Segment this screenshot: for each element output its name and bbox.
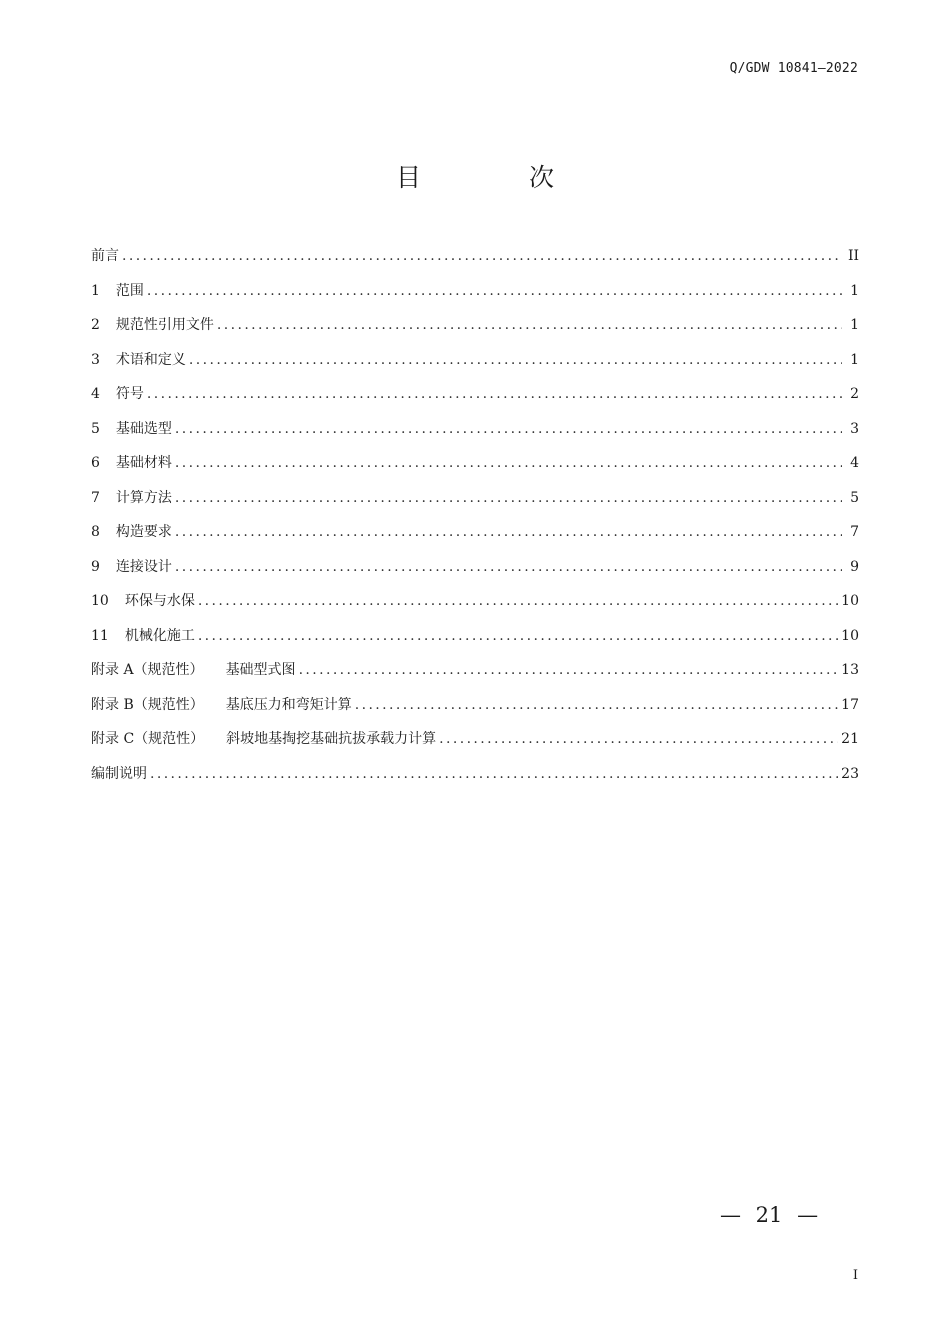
page-number-stamp: — 21 — bbox=[720, 1203, 819, 1227]
toc-entry-number: 6 bbox=[91, 455, 100, 471]
toc-entry-text: 基础材料 bbox=[115, 455, 172, 471]
toc-entry-page: 1 bbox=[850, 351, 859, 368]
toc-entry-label bbox=[91, 518, 172, 546]
page-title: 目 次 bbox=[396, 163, 604, 192]
dot-leader bbox=[150, 760, 838, 788]
dot-leader bbox=[175, 553, 842, 581]
toc-entry-number: 附录 C（规范性） bbox=[91, 731, 205, 747]
toc-entry-number: 9 bbox=[91, 558, 100, 575]
toc-entry-appendix-a[interactable] bbox=[91, 656, 859, 691]
toc-entry-page: 3 bbox=[850, 420, 859, 437]
toc-entry-page: 10 bbox=[841, 627, 859, 644]
toc-entry-page: II bbox=[847, 248, 859, 264]
toc-entry-text: 符号 bbox=[115, 386, 144, 402]
toc-entry-text: 环保与水保 bbox=[124, 593, 195, 609]
dot-leader bbox=[147, 277, 842, 305]
toc-entry-number: 11 bbox=[91, 627, 109, 644]
toc-entry-6[interactable] bbox=[91, 449, 859, 484]
toc-entry-page: 13 bbox=[841, 662, 859, 678]
dot-leader bbox=[189, 346, 842, 374]
toc-entry-label bbox=[91, 449, 172, 477]
dot-leader bbox=[439, 725, 838, 753]
toc-entry-number: 5 bbox=[91, 420, 100, 437]
toc-entry-label bbox=[91, 484, 172, 512]
dot-leader bbox=[175, 484, 842, 512]
toc-entry-appendix-c[interactable] bbox=[91, 725, 859, 760]
toc-entry-page: 10 bbox=[841, 593, 859, 609]
toc-entry-page: 2 bbox=[850, 386, 859, 402]
dot-leader bbox=[299, 656, 839, 684]
toc-entry-number: 附录 B（规范性） bbox=[91, 696, 204, 713]
dot-leader bbox=[175, 415, 842, 443]
toc-entry-number: 10 bbox=[91, 593, 109, 609]
toc-entry-5[interactable] bbox=[91, 415, 859, 450]
toc-entry-page: 4 bbox=[850, 455, 859, 471]
toc-entry-text: 计算方法 bbox=[115, 489, 172, 506]
toc-entry-11[interactable] bbox=[91, 622, 859, 657]
toc-entry-3[interactable] bbox=[91, 346, 859, 381]
toc-entry-appendix-b[interactable] bbox=[91, 691, 859, 726]
toc-entry-1[interactable] bbox=[91, 277, 859, 312]
toc-entry-label bbox=[91, 725, 436, 753]
toc-entry-label bbox=[91, 656, 296, 684]
toc-entry-page: 9 bbox=[850, 558, 859, 575]
toc-entry-text: 基底压力和弯矩计算 bbox=[225, 696, 352, 713]
toc-entry-page: 1 bbox=[850, 317, 859, 333]
toc-entry-page: 7 bbox=[850, 524, 859, 540]
toc-entry-number: 附录 A（规范性） bbox=[91, 662, 204, 678]
dot-leader bbox=[198, 587, 838, 615]
toc-entry-number: 2 bbox=[91, 317, 100, 333]
toc-entry-page: 17 bbox=[841, 696, 859, 713]
toc-entry-8[interactable] bbox=[91, 518, 859, 553]
toc-entry-label: 编制说明 bbox=[91, 765, 147, 782]
toc-entry-9[interactable] bbox=[91, 553, 859, 588]
toc-entry-label bbox=[91, 415, 172, 443]
page-number: I bbox=[852, 1268, 858, 1283]
table-of-contents bbox=[91, 242, 859, 794]
toc-entry-text: 术语和定义 bbox=[115, 351, 186, 368]
toc-entry-page: 5 bbox=[850, 489, 859, 506]
toc-entry-label bbox=[91, 691, 352, 719]
toc-entry-text: 机械化施工 bbox=[124, 627, 195, 644]
toc-entry-label bbox=[91, 553, 172, 581]
toc-entry-text: 连接设计 bbox=[115, 558, 172, 575]
dot-leader bbox=[198, 622, 838, 650]
toc-entry-label bbox=[91, 622, 195, 650]
toc-entry-label: 前言 bbox=[91, 248, 119, 264]
toc-entry-page: 21 bbox=[841, 731, 859, 747]
toc-entry-text: 基础选型 bbox=[115, 420, 172, 437]
toc-entry-7[interactable] bbox=[91, 484, 859, 519]
dot-leader bbox=[355, 691, 838, 719]
toc-entry-label bbox=[91, 346, 186, 374]
document-code: Q/GDW 10841—2022 bbox=[729, 61, 858, 76]
toc-entry-number: 4 bbox=[91, 386, 100, 402]
toc-entry-label bbox=[91, 311, 214, 339]
toc-entry-text: 斜坡地基掏挖基础抗拔承载力计算 bbox=[226, 731, 437, 747]
toc-entry-text: 范围 bbox=[115, 282, 144, 299]
dot-leader bbox=[122, 242, 842, 270]
toc-entry-number: 8 bbox=[91, 524, 100, 540]
toc-entry-number: 7 bbox=[91, 489, 100, 506]
dot-leader bbox=[147, 380, 842, 408]
toc-entry-text: 规范性引用文件 bbox=[115, 317, 214, 333]
toc-entry-compilation-notes[interactable] bbox=[91, 760, 859, 795]
toc-entry-text: 基础型式图 bbox=[225, 662, 296, 678]
toc-entry-page: 23 bbox=[841, 765, 859, 782]
toc-entry-4[interactable] bbox=[91, 380, 859, 415]
dot-leader bbox=[217, 311, 842, 339]
toc-entry-label bbox=[91, 587, 195, 615]
toc-entry-text: 构造要求 bbox=[115, 524, 172, 540]
dot-leader bbox=[175, 518, 842, 546]
toc-entry-10[interactable] bbox=[91, 587, 859, 622]
toc-entry-preface[interactable] bbox=[91, 242, 859, 277]
toc-entry-label bbox=[91, 380, 144, 408]
toc-entry-label bbox=[91, 277, 144, 305]
toc-entry-page: 1 bbox=[850, 282, 859, 299]
toc-entry-number: 1 bbox=[91, 282, 100, 299]
dot-leader bbox=[175, 449, 842, 477]
toc-entry-number: 3 bbox=[91, 351, 100, 368]
toc-entry-2[interactable] bbox=[91, 311, 859, 346]
